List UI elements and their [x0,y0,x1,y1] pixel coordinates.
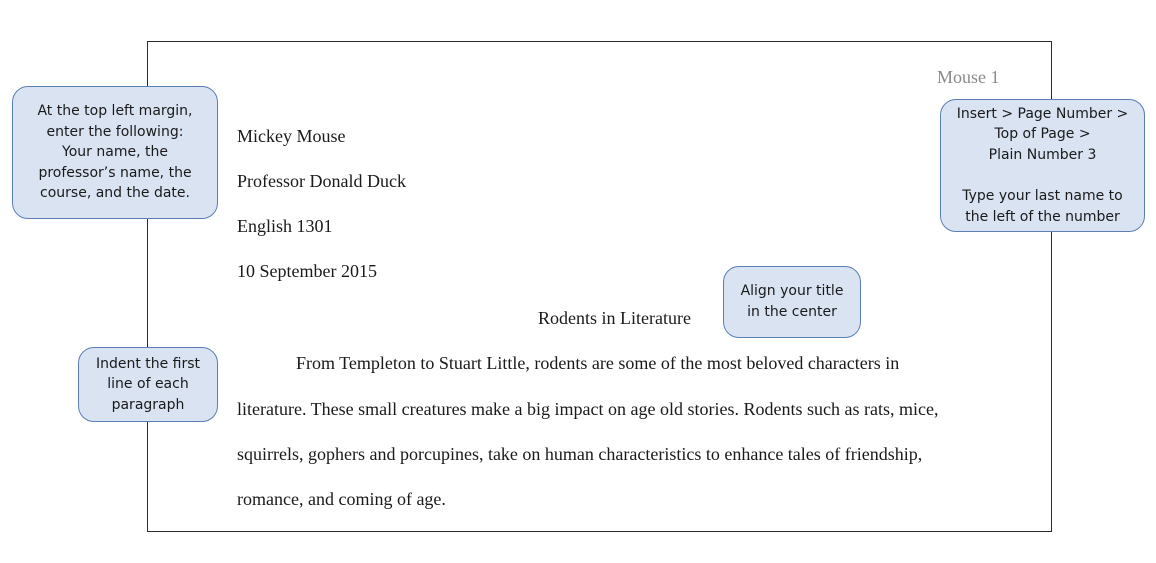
callout-heading-instructions [12,86,218,219]
callout-line: line of each [107,376,189,393]
callout-line: Plain Number 3 [988,146,1097,163]
heading-professor: Professor Donald Duck [237,171,406,191]
callout-line: the left of the number [965,208,1120,225]
callout-line: Your name, the [62,144,168,161]
callout-line: paragraph [111,396,185,413]
callout-line: Insert > Page Number > [956,105,1129,122]
callout-line: Type your last name to [962,188,1123,205]
callout-line: Top of Page > [994,126,1091,143]
paragraph-line-3: squirrels, gophers and porcupines, take on human characteristics to enhance tales of friendship, [237,444,923,464]
heading-date: 10 September 2015 [237,261,377,281]
heading-student-name: Mickey Mouse [237,126,346,146]
callout-line: course, and the date. [40,185,190,202]
paragraph-line-2: literature. These small creatures make a big impact on age old stories. Rodents such as rats, mice, [237,399,939,419]
callout-page-number-instructions [940,99,1145,232]
paper-title: Rodents in Literature [538,308,691,328]
paragraph-line-4: romance, and coming of age. [237,489,446,509]
callout-title-alignment [723,266,861,338]
paragraph-line-1: From Templeton to Stuart Little, rodents are some of the most beloved characters in [296,353,900,373]
callout-line: At the top left margin, [37,103,193,120]
callout-indent-instructions [78,347,218,422]
callout-line: enter the following: [46,123,184,140]
callout-line: Align your title [740,283,844,300]
callout-line: professor’s name, the [38,164,192,181]
callout-line: Indent the first [95,355,201,372]
running-head: Mouse 1 [937,67,1000,87]
heading-course: English 1301 [237,216,333,236]
callout-line: in the center [747,304,837,320]
